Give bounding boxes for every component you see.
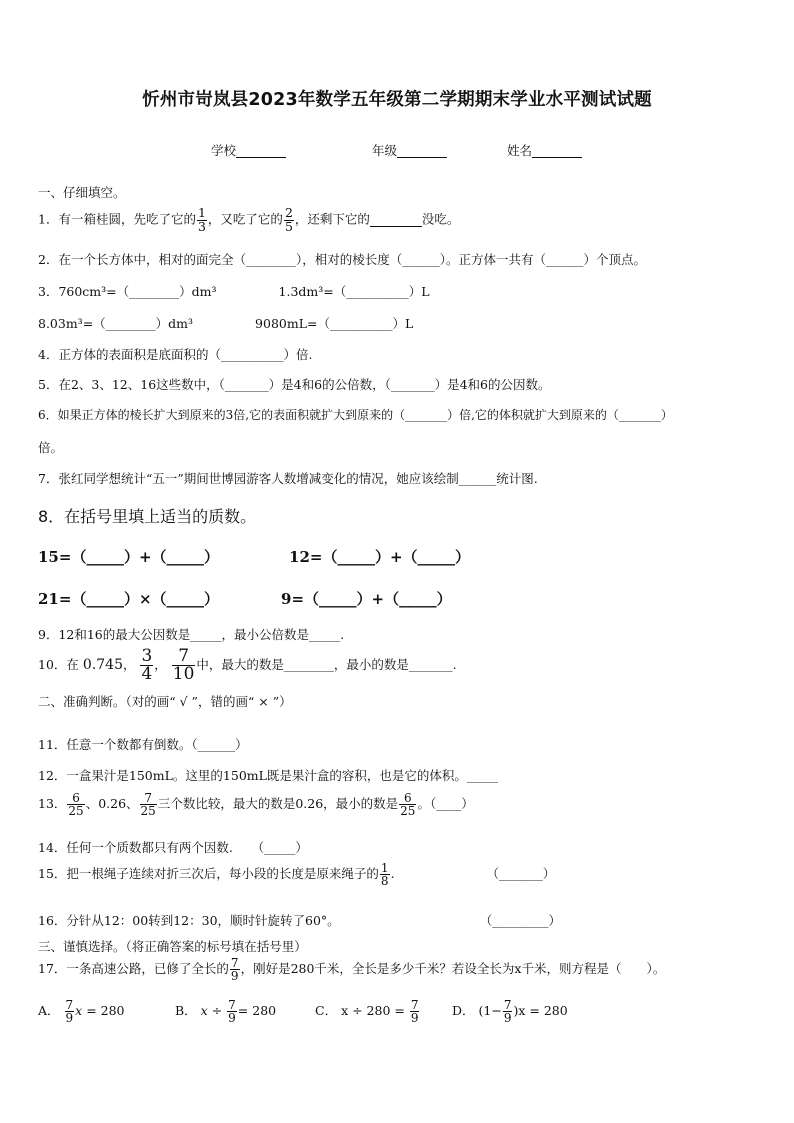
decimal-value: 0.745 — [82, 657, 123, 673]
question-3b: 8.03m³=（________）dm³ 9080mL=（__________）L — [38, 316, 414, 331]
question-12: 12．一盒果汁是150mL。这里的150mL既是果汁盒的容积，也是它的体积。_____ — [38, 768, 499, 783]
question-15: 15．把一根绳子连续对折三次后，每小段的长度是原来绳子的 $\frac{1}{8}$ . （_______） — [38, 861, 556, 888]
grade-label: 年级 — [372, 143, 398, 158]
fraction-six-25: $\frac{6}{25}$ — [68, 791, 84, 818]
question-1: 1．有一箱桂圆，先吃了它的 $\frac{1}{3}$ ，又吃了它的 $\frac{2}{5}$ ，还剩下它的 没吃。 — [38, 205, 460, 234]
choice-b[interactable]: B． x ÷ $\frac{7}{9}$ = 280 — [175, 998, 277, 1025]
question-13: 13． $\frac{6}{25}$ 、0.26、 $\frac{7}{25}$ 三个数比较，最大的数是0.26，最小的数是 $\frac{6}{25}$ 。（____） — [38, 791, 474, 818]
question-8: 8．在括号里填上适当的质数。 — [38, 507, 257, 526]
name-label: 姓名 — [507, 143, 533, 158]
fraction-seven-tenths: $\frac{7}{10}$ — [172, 646, 195, 684]
page-title: 忻州市岢岚县2023年数学五年级第二学期期末学业水平测试试题 — [142, 90, 652, 110]
choice-d[interactable]: D． (1− $\frac{7}{9}$ )x = 280 — [452, 998, 568, 1025]
question-4: 4．正方体的表面积是底面积的（__________）倍. — [38, 347, 313, 362]
question-6-cont: 倍。 — [38, 440, 64, 455]
school-field[interactable] — [211, 141, 286, 159]
question-7: 7．张红同学想统计“五一”期间世博园游客人数增减变化的情况，她应该绘制______统计图. — [38, 471, 538, 486]
grade-field[interactable] — [372, 141, 447, 159]
question-8-row-1: 15=（_____）+（_____） 12=（_____）+（_____） — [38, 548, 471, 566]
fraction-seven-25: $\frac{7}{25}$ — [140, 791, 156, 818]
fraction-seven-ninths: $\frac{7}{9}$ — [230, 956, 239, 983]
question-16: 16．分针从12：00转到12：30，顺时针旋转了60°。 （_________） — [38, 913, 561, 928]
name-field[interactable] — [507, 141, 582, 159]
fraction-three-quarters: $\frac{3}{4}$ — [141, 646, 153, 684]
school-label: 学校 — [211, 143, 237, 158]
question-6: 6．如果正方体的棱长扩大到原来的3倍,它的表面积就扩大到原来的（_______）倍,它的体积就扩大到原来的（_______） — [38, 408, 673, 422]
fraction-one-third: $\frac{1}{3}$ — [197, 205, 206, 234]
choice-c[interactable]: C． x ÷ 280 = $\frac{7}{9}$ — [315, 998, 419, 1025]
question-5: 5．在2、3、12、16这些数中，（_______）是4和6的公倍数，（_______）是4和6的公因数。 — [38, 377, 551, 392]
fraction-one-eighth: $\frac{1}{8}$ — [380, 861, 389, 888]
question-10: 10．在 0.745， $\frac{3}{4}$ ， $\frac{7}{10}$ 中，最大的数是________，最小的数是_______. — [38, 646, 457, 684]
question-9: 9．12和16的最大公因数是_____，最小公倍数是_____. — [38, 627, 345, 642]
section-heading-3: 三、谨慎选择。（将正确答案的标号填在括号里） — [38, 939, 307, 954]
fraction-two-fifths: $\frac{2}{5}$ — [284, 205, 293, 234]
choice-a[interactable]: A． $\frac{7}{9}$ x = 280 — [38, 998, 125, 1025]
question-8-row-2: 21=（_____）×（_____） 9=（_____）+（_____） — [38, 590, 452, 608]
section-heading-1: 一、仔细填空。 — [38, 185, 126, 200]
question-17: 17．一条高速公路，已修了全长的 $\frac{7}{9}$ ，刚好是280千米，全长是多少千米？若设全长为x千米，则方程是（ ）。 — [38, 956, 666, 983]
question-14: 14．任何一个质数都只有两个因数. （_____） — [38, 840, 308, 855]
fraction-six-25-b: $\frac{6}{25}$ — [400, 791, 416, 818]
answer-blank[interactable] — [370, 213, 422, 227]
question-3a: 3．760cm³=（________）dm³ 1.3dm³=（__________）L — [38, 284, 430, 299]
question-11: 11．任意一个数都有倒数。（______） — [38, 737, 248, 752]
question-2: 2．在一个长方体中，相对的面完全（________），相对的棱长度（______）。正方体一共有（______）个顶点。 — [38, 252, 646, 267]
section-heading-2: 二、准确判断。（对的画“ √ ”，错的画“ × ”） — [38, 694, 292, 709]
